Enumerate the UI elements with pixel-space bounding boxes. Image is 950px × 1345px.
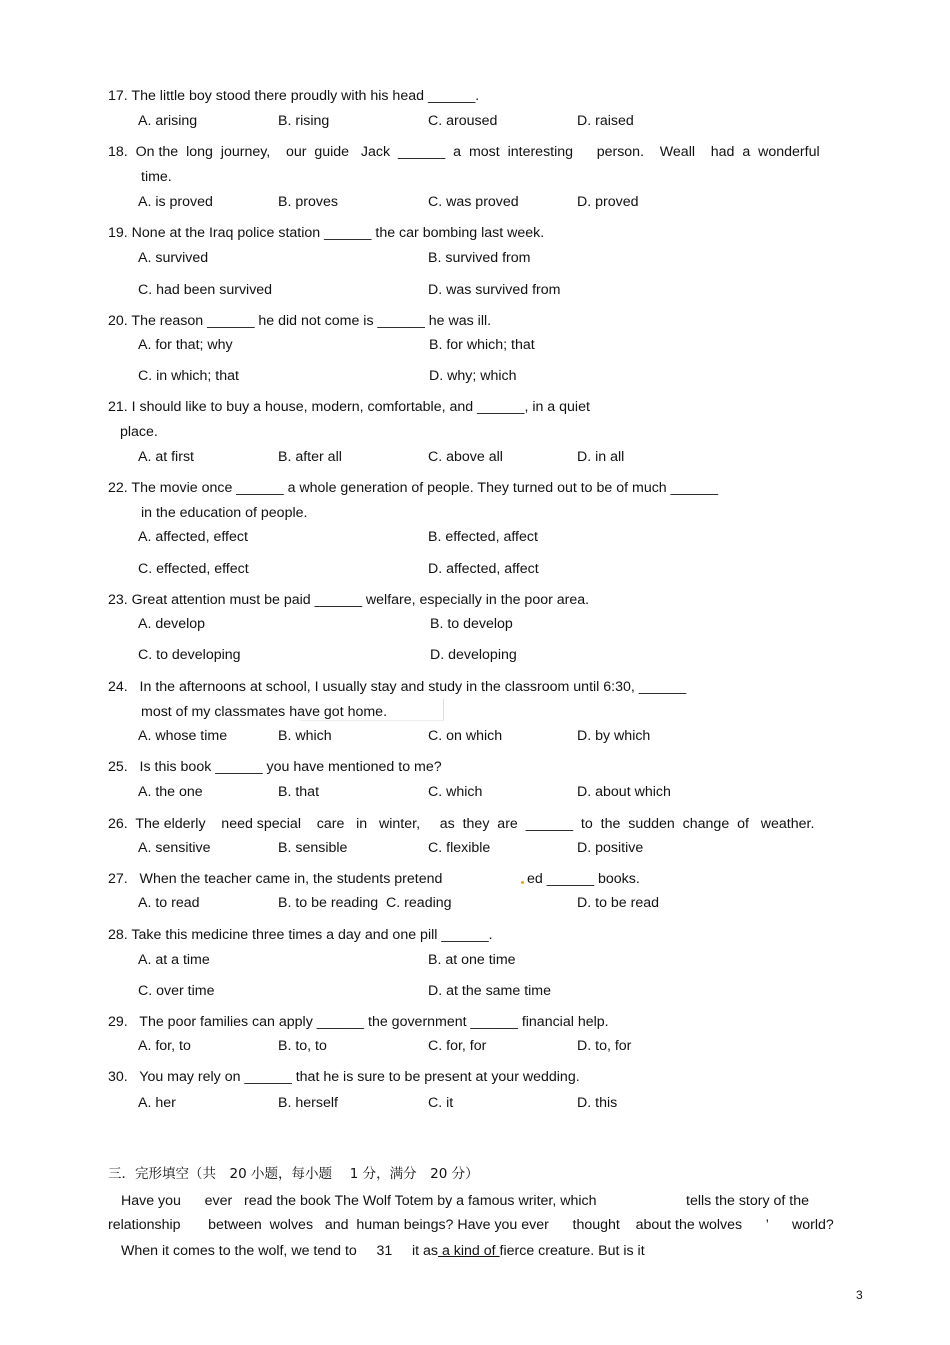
- q18-option-d: D. proved: [577, 194, 639, 210]
- q29-option-b: B. to, to: [278, 1038, 327, 1054]
- q24-option-b: B. which: [278, 728, 332, 744]
- q30-option-d: D. this: [577, 1095, 618, 1111]
- q18-option-b: B. proves: [278, 194, 338, 210]
- q22-option-d: D. affected, affect: [428, 561, 539, 577]
- q24-option-c: C. on which: [428, 728, 503, 744]
- cloze-line1-part1: Have you ever read the book The Wolf Totem by a famous writer, which: [121, 1193, 597, 1209]
- q18-stem-continuation: time.: [141, 169, 172, 185]
- q19-option-a: A. survived: [138, 250, 209, 266]
- q29-stem: 29. The poor families can apply ______ the government ______ financial help.: [108, 1014, 609, 1030]
- q28-option-d: D. at the same time: [428, 983, 552, 999]
- q17-option-d: D. raised: [577, 113, 634, 129]
- cloze-line2: relationship between wolves and human beings? Have you ever thought about the wolves ’ world?: [108, 1217, 834, 1233]
- q17-stem: 17. The little boy stood there proudly with his head ______.: [108, 88, 480, 104]
- q20-option-d: D. why; which: [429, 368, 517, 384]
- q19-option-d: D. was survived from: [428, 282, 561, 298]
- q27-stem-end: ed ______ books.: [527, 871, 640, 887]
- q20-option-b: B. for which; that: [429, 337, 535, 353]
- q22-stem: 22. The movie once ______ a whole generation of people. They turned out to be of much ______: [108, 480, 718, 496]
- q26-option-a: A. sensitive: [138, 840, 211, 856]
- q17-option-b: B. rising: [278, 113, 330, 129]
- cloze-line1-part2: tells the story of the: [686, 1193, 810, 1209]
- cloze-line3-underlined: a kind of: [438, 1243, 500, 1259]
- q23-option-a: A. develop: [138, 616, 206, 632]
- q18-option-a: A. is proved: [138, 194, 213, 210]
- q22-stem-continuation: in the education of people.: [141, 505, 308, 521]
- q19-stem: 19. None at the Iraq police station ______ the car bombing last week.: [108, 225, 545, 241]
- q23-option-c: C. to developing: [138, 647, 241, 663]
- q21-stem: 21. I should like to buy a house, modern, comfortable, and ______, in a quiet: [108, 399, 590, 415]
- orange-dot-mark: [521, 881, 524, 884]
- q25-option-a: A. the one: [138, 784, 203, 800]
- q17-option-c: C. aroused: [428, 113, 498, 129]
- q28-stem: 28. Take this medicine three times a day and one pill ______.: [108, 927, 493, 943]
- q24-option-a: A. whose time: [138, 728, 228, 744]
- q22-option-c: C. effected, effect: [138, 561, 249, 577]
- q25-option-d: D. about which: [577, 784, 671, 800]
- q30-option-c: C. it: [428, 1095, 454, 1111]
- q30-option-a: A. her: [138, 1095, 176, 1111]
- q21-option-c: C. above all: [428, 449, 503, 465]
- q26-option-c: C. flexible: [428, 840, 491, 856]
- q22-option-a: A. affected, effect: [138, 529, 248, 545]
- section3-heading: 三．完形填空（共 20 小题，每小题 1 分，满分 20 分）: [108, 1166, 479, 1182]
- q24-stem-continuation: most of my classmates have got home.: [141, 704, 388, 720]
- q23-option-d: D. developing: [430, 647, 517, 663]
- q26-stem: 26. The elderly need special care in winter, as they are ______ to the sudden change of weather.: [108, 816, 815, 832]
- q25-option-c: C. which: [428, 784, 483, 800]
- q27-stem: 27. When the teacher came in, the students pretend: [108, 871, 443, 887]
- page-number: 3: [856, 1288, 863, 1302]
- q19-option-c: C. had been survived: [138, 282, 273, 298]
- q27-option-b-c: B. to be reading C. reading: [278, 895, 452, 911]
- q20-stem: 20. The reason ______ he did not come is ______ he was ill.: [108, 313, 492, 329]
- q21-option-a: A. at first: [138, 449, 194, 465]
- q21-option-b: B. after all: [278, 449, 342, 465]
- q30-option-b: B. herself: [278, 1095, 338, 1111]
- q29-option-d: D. to, for: [577, 1038, 632, 1054]
- q30-stem: 30. You may rely on ______ that he is sure to be present at your wedding.: [108, 1069, 580, 1085]
- q24-stem: 24. In the afternoons at school, I usually stay and study in the classroom until 6:30, ______: [108, 679, 687, 695]
- q26-option-d: D. positive: [577, 840, 644, 856]
- q21-option-d: D. in all: [577, 449, 625, 465]
- q27-option-a: A. to read: [138, 895, 200, 911]
- q24-option-d: D. by which: [577, 728, 651, 744]
- cloze-line3-part1: When it comes to the wolf, we tend to 31 it as: [121, 1243, 439, 1259]
- q22-option-b: B. effected, affect: [428, 529, 538, 545]
- q17-option-a: A. arising: [138, 113, 198, 129]
- q20-option-c: C. in which; that: [138, 368, 239, 384]
- q20-option-a: A. for that; why: [138, 337, 233, 353]
- q28-option-c: C. over time: [138, 983, 215, 999]
- q25-stem: 25. Is this book ______ you have mentioned to me?: [108, 759, 442, 775]
- q29-option-c: C. for, for: [428, 1038, 487, 1054]
- q21-stem-continuation: place.: [120, 424, 158, 440]
- q23-option-b: B. to develop: [430, 616, 513, 632]
- q19-option-b: B. survived from: [428, 250, 531, 266]
- cloze-line3-part2: fierce creature. But is it: [499, 1243, 645, 1259]
- q25-option-b: B. that: [278, 784, 320, 800]
- q29-option-a: A. for, to: [138, 1038, 191, 1054]
- q23-stem: 23. Great attention must be paid ______ welfare, especially in the poor area.: [108, 592, 590, 608]
- q27-option-d: D. to be read: [577, 895, 660, 911]
- q18-stem: 18. On the long journey, our guide Jack ______ a most interesting person. Weall had a wonderful: [108, 144, 820, 160]
- text-box-outline: [300, 699, 444, 721]
- q28-option-b: B. at one time: [428, 952, 516, 968]
- q18-option-c: C. was proved: [428, 194, 519, 210]
- q28-option-a: A. at a time: [138, 952, 210, 968]
- cloze-line3: [121, 1242, 645, 1260]
- q26-option-b: B. sensible: [278, 840, 348, 856]
